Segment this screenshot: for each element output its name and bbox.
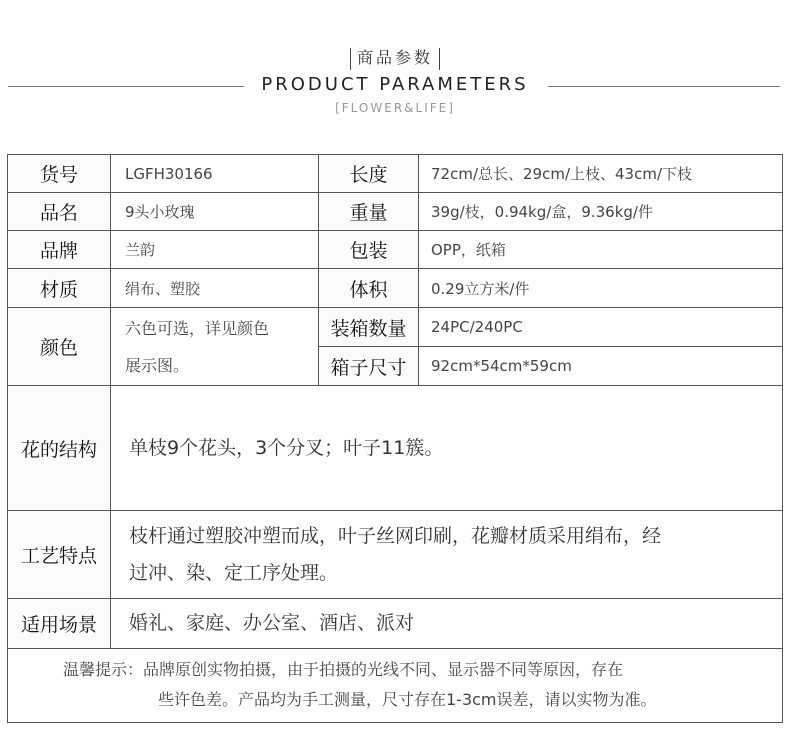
weight-label: 重量 <box>319 193 419 231</box>
carton-qty-label: 装箱数量 <box>319 308 419 347</box>
craft-value-line2: 过冲、染、定工序处理。 <box>129 561 339 584</box>
cn-title: 商品参数 <box>356 48 433 67</box>
color-value-line1: 六色可选，详见颜色 <box>125 318 270 338</box>
volume-value: 0.29立方米/件 <box>419 269 782 308</box>
name-label: 品名 <box>8 193 111 231</box>
en-title: PRODUCT PARAMETERS <box>261 74 529 95</box>
color-value-line2: 展示图。 <box>125 355 190 375</box>
brand-label: 品牌 <box>8 231 111 269</box>
title-bar-left <box>350 48 351 70</box>
scene-label: 适用场景 <box>8 599 111 649</box>
structure-label: 花的结构 <box>8 386 111 511</box>
scene-value: 婚礼、家庭、办公室、酒店、派对 <box>111 599 782 649</box>
structure-value: 单枝9个花头，3个分叉；叶子11簇。 <box>111 386 782 511</box>
length-label: 长度 <box>319 155 419 193</box>
item-no-value: LGFH30166 <box>111 155 319 193</box>
parameters-table <box>7 154 783 723</box>
craft-value <box>111 511 782 599</box>
packing-value: OPP，纸箱 <box>419 231 782 269</box>
carton-qty-value: 24PC/240PC <box>419 308 782 347</box>
divider-right <box>548 86 780 87</box>
material-value: 绢布、塑胶 <box>111 269 319 308</box>
packing-label: 包装 <box>319 231 419 269</box>
carton-size-label: 箱子尺寸 <box>319 347 419 386</box>
cn-title-wrap <box>0 45 790 70</box>
craft-value-line1: 枝杆通过塑胶冲塑而成，叶子丝网印刷，花瓣材质采用绢布，经 <box>129 524 662 547</box>
title-bar-right <box>439 48 440 70</box>
warm-tip-line1: 温馨提示：品牌原创实物拍摄，由于拍摄的光线不同、显示器不同等原因，存在 <box>63 660 624 679</box>
sub-title: [FLOWER&LIFE] <box>335 101 455 115</box>
item-no-label: 货号 <box>8 155 111 193</box>
name-value: 9头小玫瑰 <box>111 193 319 231</box>
weight-value: 39g/枝，0.94kg/盒，9.36kg/件 <box>419 193 782 231</box>
warm-tip-line2: 些许色差。产品均为手工测量，尺寸存在1-3cm误差，请以实物为准。 <box>158 690 657 709</box>
volume-label: 体积 <box>319 269 419 308</box>
brand-value: 兰韵 <box>111 231 319 269</box>
color-label: 颜色 <box>8 308 111 386</box>
color-value <box>111 308 319 386</box>
material-label: 材质 <box>8 269 111 308</box>
craft-label: 工艺特点 <box>8 511 111 599</box>
page-header <box>0 0 790 140</box>
warm-tip <box>8 649 782 722</box>
length-value: 72cm/总长、29cm/上枝、43cm/下枝 <box>419 155 782 193</box>
carton-size-value: 92cm*54cm*59cm <box>419 347 782 386</box>
